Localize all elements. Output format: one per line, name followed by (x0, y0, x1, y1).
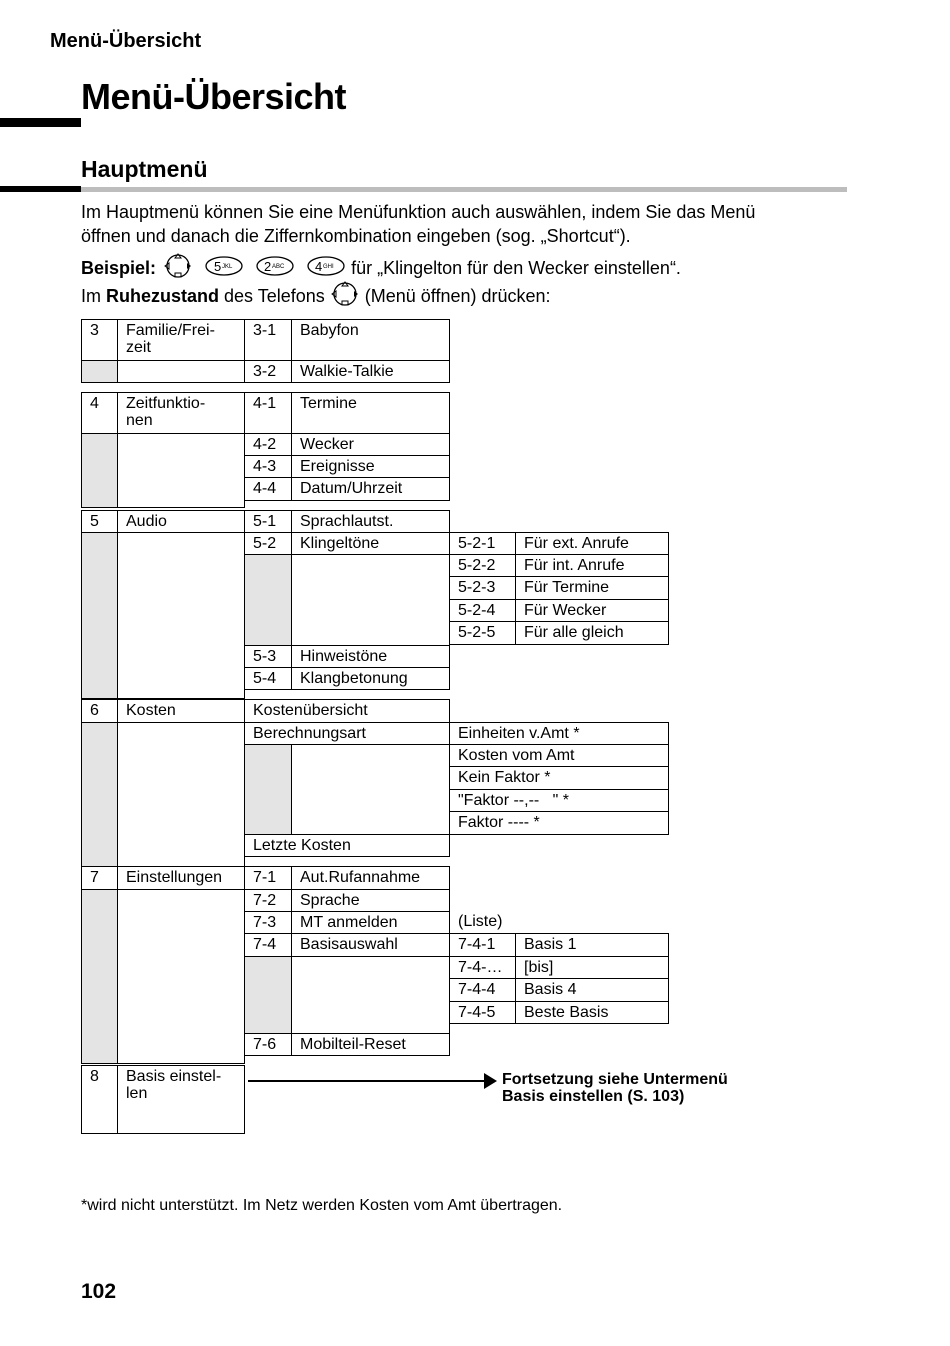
arrow-line (248, 1080, 484, 1082)
menu-3-num: 3 (81, 319, 118, 361)
menu-7-label: Einstellungen (117, 866, 245, 890)
idle-bold: Ruhezustand (106, 285, 220, 306)
spacer (117, 722, 245, 867)
sub-7-4-1-num: 7-4-1 (449, 933, 516, 957)
intro-line-1: Im Hauptmenü können Sie eine Menüfunktion auch auswählen, indem Sie das Menü (81, 202, 756, 222)
spacer (291, 554, 450, 646)
sub-5-2-3-label: Für Termine (515, 576, 669, 600)
item-5-2-label: Klingeltöne (291, 532, 450, 555)
item-5-1-num: 5-1 (244, 510, 292, 533)
item-4-1-num: 4-1 (244, 392, 292, 434)
sub-6-einheiten: Einheiten v.Amt * (449, 722, 669, 745)
footnote: *wird nicht unterstützt. Im Netz werden Kosten vom Amt übertragen. (81, 1197, 563, 1214)
idle-text-2: des Telefons (219, 285, 330, 306)
item-7-1-num: 7-1 (244, 866, 292, 890)
item-4-2-num: 4-2 (244, 433, 292, 456)
sub-7-4-5-num: 7-4-5 (449, 1001, 516, 1024)
spacer (81, 532, 118, 699)
spacer (117, 532, 245, 699)
menu-5-label: Audio (117, 510, 245, 533)
sub-5-2-3-num: 5-2-3 (449, 576, 516, 600)
item-4-2-label: Wecker (291, 433, 450, 456)
sub-6-kein-faktor: Kein Faktor * (449, 766, 669, 790)
nav-key-icon (330, 280, 360, 314)
sub-5-2-1-num: 5-2-1 (449, 532, 516, 555)
sub-7-4-4-label: Basis 4 (515, 978, 669, 1002)
page-title: Menü-Übersicht (81, 76, 347, 117)
example-label: Beispiel: (81, 257, 157, 278)
spacer (244, 956, 292, 1034)
item-7-6-num: 7-6 (244, 1033, 292, 1056)
svg-text:4: 4 (315, 259, 323, 274)
item-7-2-label: Sprache (291, 889, 450, 912)
key-2-icon (255, 255, 295, 283)
sub-6-faktor-komma: "Faktor --,-- " * (449, 789, 669, 812)
sub-5-2-2-label: Für int. Anrufe (515, 554, 669, 577)
title-rule (0, 118, 81, 127)
item-7-3-label: MT anmelden (291, 911, 450, 934)
item-6-kostenuebersicht: Kostenübersicht (244, 699, 450, 723)
example-text: für „Klingelton für den Wecker einstellen“. (351, 257, 681, 278)
item-7-4-label: Basisauswahl (291, 933, 450, 957)
spacer (117, 889, 245, 1064)
spacer (244, 744, 292, 835)
spacer (81, 722, 118, 867)
item-3-1-label: Babyfon (291, 319, 450, 361)
menu-3-label: Familie/Frei- zeit (117, 319, 245, 361)
sub-5-2-5-num: 5-2-5 (449, 621, 516, 645)
idle-instruction (81, 280, 551, 314)
sub-7-4-x-label: [bis] (515, 956, 669, 979)
item-5-3-num: 5-3 (244, 645, 292, 668)
sub-5-2-2-num: 5-2-2 (449, 554, 516, 577)
menu-6-label: Kosten (117, 699, 245, 723)
spacer (81, 889, 118, 1064)
menu-7-num: 7 (81, 866, 118, 890)
item-4-3-num: 4-3 (244, 455, 292, 478)
item-3-2-num: 3-2 (244, 360, 292, 383)
svg-text:ABC: ABC (272, 264, 285, 270)
item-7-3-note: (Liste) (458, 913, 503, 930)
item-5-4-num: 5-4 (244, 667, 292, 690)
section-rule (81, 187, 847, 192)
item-4-4-label: Datum/Uhrzeit (291, 477, 450, 501)
item-3-2-label: Walkie-Talkie (291, 360, 450, 383)
sub-5-2-4-num: 5-2-4 (449, 599, 516, 622)
item-7-1-label: Aut.Rufannahme (291, 866, 450, 890)
menu-8-label: Basis einstel- len (117, 1065, 245, 1134)
item-4-3-label: Ereignisse (291, 455, 450, 478)
idle-text-3: (Menü öffnen) drücken: (359, 285, 551, 306)
sub-5-2-5-label: Für alle gleich (515, 621, 669, 645)
item-4-4-num: 4-4 (244, 477, 292, 501)
spacer (117, 360, 245, 383)
spacer (117, 433, 245, 508)
sub-6-faktor: Faktor ---- * (449, 811, 669, 835)
menu-4-label: Zeitfunktio- nen (117, 392, 245, 434)
menu-5-num: 5 (81, 510, 118, 533)
sub-7-4-x-num: 7-4-… (449, 956, 516, 979)
section-heading: Hauptmenü (81, 156, 208, 182)
item-7-2-num: 7-2 (244, 889, 292, 912)
item-5-1-label: Sprachlautst. (291, 510, 450, 533)
item-6-berechnungsart: Berechnungsart (244, 722, 450, 745)
item-3-1-num: 3-1 (244, 319, 292, 361)
svg-text:5: 5 (214, 259, 222, 274)
spacer (244, 554, 292, 646)
item-5-3-label: Hinweistöne (291, 645, 450, 668)
spacer (81, 433, 118, 508)
arrow-right-icon (484, 1073, 497, 1089)
page-number: 102 (81, 1280, 117, 1303)
sub-5-2-4-label: Für Wecker (515, 599, 669, 622)
idle-text-1: Im (81, 285, 106, 306)
svg-text:2: 2 (264, 259, 272, 274)
item-7-3-num: 7-3 (244, 911, 292, 934)
key-5-icon (204, 255, 244, 283)
intro-line-2: öffnen und danach die Ziffernkombination eingeben (sog. „Shortcut“). (81, 226, 631, 246)
item-5-2-num: 5-2 (244, 532, 292, 555)
sub-7-4-1-label: Basis 1 (515, 933, 669, 957)
svg-text:GHI: GHI (323, 264, 334, 270)
continuation-note: Fortsetzung siehe Untermenü Basis einstellen (S. 103) (502, 1071, 728, 1105)
item-5-4-label: Klangbetonung (291, 667, 450, 690)
section-rule-left (0, 186, 81, 192)
item-4-1-label: Termine (291, 392, 450, 434)
item-7-6-label: Mobilteil-Reset (291, 1033, 450, 1056)
key-4-icon (306, 255, 346, 283)
svg-text:JKL: JKL (222, 264, 233, 270)
sub-6-kosten-vom-amt: Kosten vom Amt (449, 744, 669, 767)
item-6-letzte-kosten: Letzte Kosten (244, 834, 450, 857)
item-7-4-num: 7-4 (244, 933, 292, 957)
spacer (291, 744, 450, 835)
menu-8-num: 8 (81, 1065, 118, 1134)
menu-4-num: 4 (81, 392, 118, 434)
menu-6-num: 6 (81, 699, 118, 723)
sub-7-4-5-label: Beste Basis (515, 1001, 669, 1024)
spacer (291, 956, 450, 1034)
sub-7-4-4-num: 7-4-4 (449, 978, 516, 1002)
spacer (81, 360, 118, 383)
sub-5-2-1-label: Für ext. Anrufe (515, 532, 669, 555)
running-header: Menü-Übersicht (50, 30, 202, 52)
